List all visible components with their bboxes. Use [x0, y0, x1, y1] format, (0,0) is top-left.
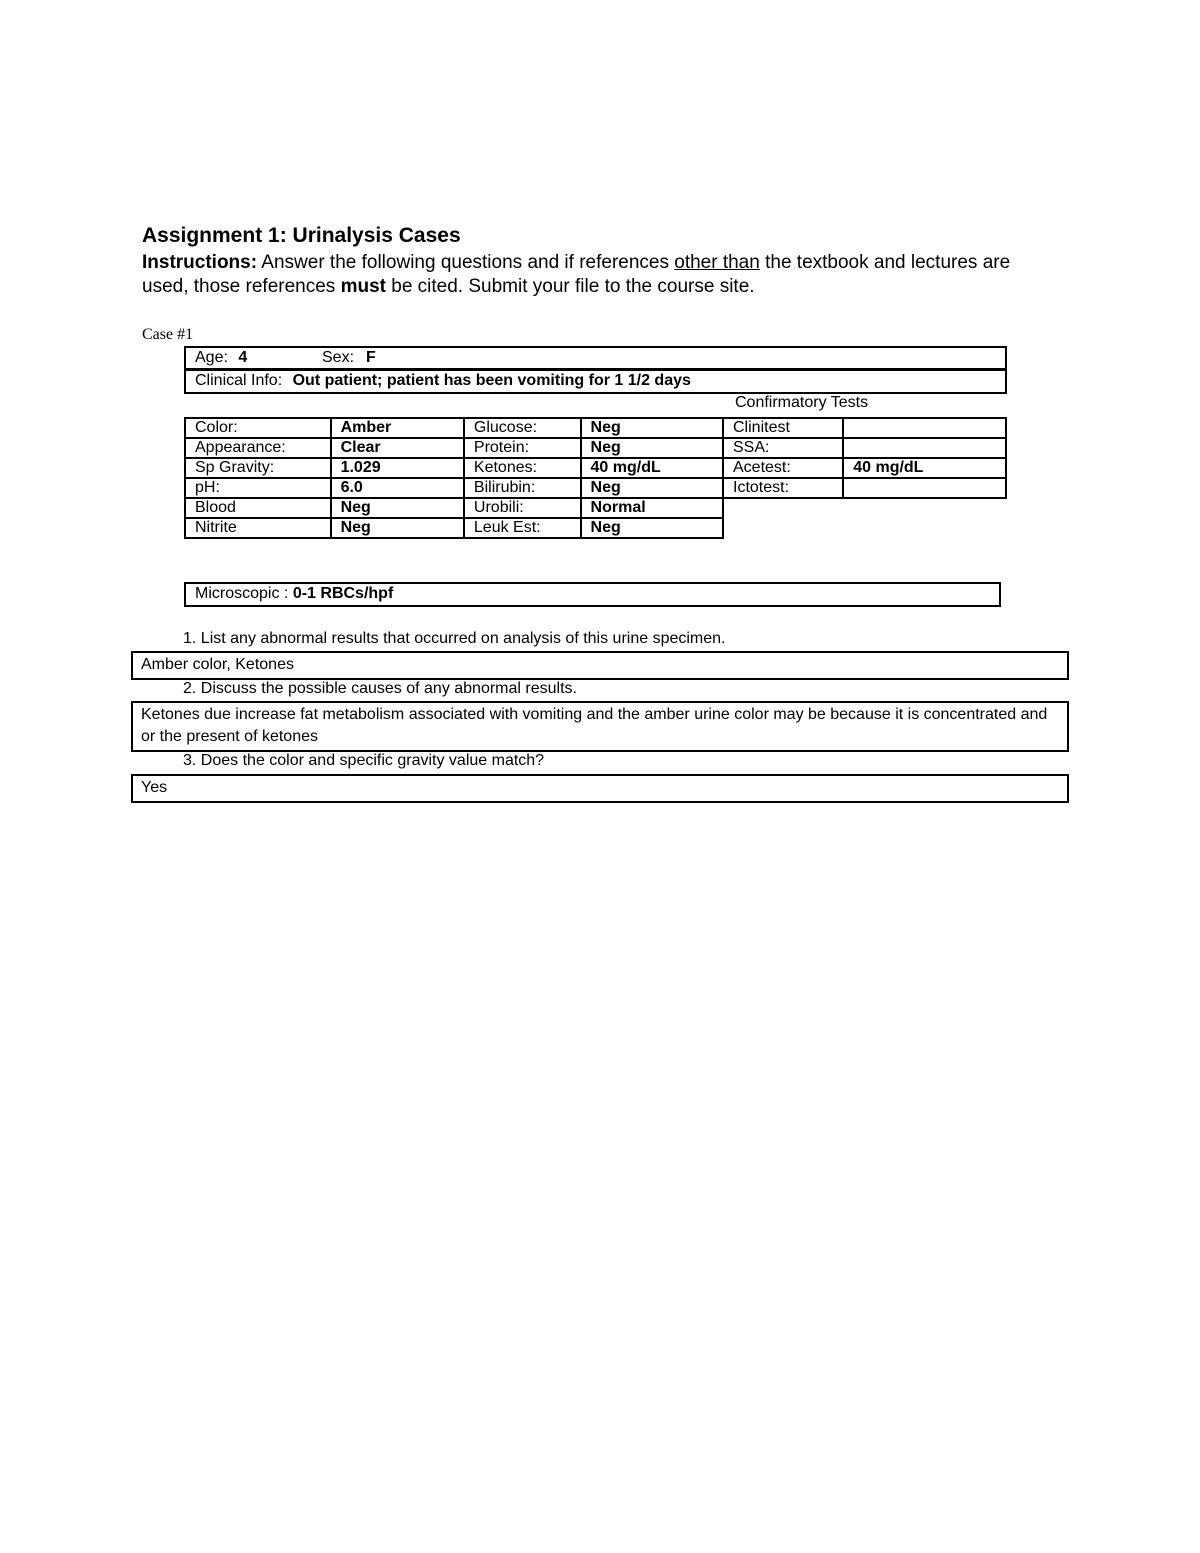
- results-label: pH:: [185, 478, 331, 498]
- clinical-info-box: [184, 369, 1007, 394]
- question-3-number: 3.: [183, 752, 197, 769]
- instructions: [142, 251, 1042, 299]
- instructions-text-2: the textbook and lectures are used, those references: [142, 252, 1011, 297]
- results-value: Clear: [331, 438, 464, 458]
- confirmatory-label: SSA:: [723, 438, 843, 458]
- results-label: Nitrite: [185, 518, 331, 538]
- age-label: Age:: [195, 349, 228, 366]
- results-row: [185, 498, 723, 518]
- results-label: Color:: [185, 418, 331, 438]
- question-3: [183, 752, 544, 770]
- question-2-text: Discuss the possible causes of any abnormal results.: [200, 680, 577, 697]
- answer-1-field[interactable]: Amber color, Ketones: [131, 651, 1069, 680]
- results-value: Normal: [581, 498, 723, 518]
- patient-demographics-box: [184, 346, 1007, 370]
- results-row: [185, 518, 723, 538]
- microscopic-label: Microscopic :: [195, 585, 289, 602]
- results-label: Glucose:: [464, 418, 581, 438]
- confirmatory-tests-header: Confirmatory Tests: [735, 394, 869, 411]
- instructions-must: must: [340, 276, 386, 297]
- sex-label: Sex:: [322, 349, 355, 366]
- clinical-info: [186, 371, 1005, 390]
- confirmatory-value: [843, 478, 1006, 498]
- results-label: Ketones:: [464, 458, 581, 478]
- confirmatory-label: Acetest:: [723, 458, 843, 478]
- answer-2-field[interactable]: Ketones due increase fat metabolism associated with vomiting and the amber urine color may be because it is concentrated and or the present of ketones: [131, 701, 1069, 752]
- confirmatory-label: Ictotest:: [723, 478, 843, 498]
- instructions-text-3: be cited. Submit your file to the course site.: [385, 276, 755, 297]
- results-value: Neg: [581, 518, 723, 538]
- clinical-info-label: Clinical Info:: [195, 372, 283, 389]
- results-label: Protein:: [464, 438, 581, 458]
- results-value: Neg: [581, 478, 723, 498]
- confirmatory-row: [723, 418, 1006, 438]
- question-3-text: Does the color and specific gravity value match?: [200, 752, 545, 769]
- results-value: Amber: [331, 418, 464, 438]
- assignment-title: Assignment 1: Urinalysis Cases: [142, 224, 461, 247]
- results-value: Neg: [331, 518, 464, 538]
- microscopic-box: [184, 582, 1001, 607]
- question-2-number: 2.: [183, 680, 197, 697]
- results-label: Urobili:: [464, 498, 581, 518]
- question-1-number: 1.: [183, 630, 197, 647]
- clinical-info-value: Out patient; patient has been vomiting for 1 1/2 days: [292, 372, 691, 389]
- confirmatory-row: [723, 478, 1006, 498]
- question-2: [183, 680, 577, 698]
- results-value: Neg: [581, 418, 723, 438]
- confirmatory-value: [843, 418, 1006, 438]
- results-value: Neg: [331, 498, 464, 518]
- microscopic-value: 0-1 RBCs/hpf: [292, 585, 394, 602]
- results-row: [185, 478, 723, 498]
- results-label: Sp Gravity:: [185, 458, 331, 478]
- answer-3-field[interactable]: Yes: [131, 774, 1069, 803]
- confirmatory-row: [723, 438, 1006, 458]
- results-value: 6.0: [331, 478, 464, 498]
- results-row: [185, 458, 723, 478]
- patient-demographics: [186, 348, 1005, 367]
- confirmatory-value: 40 mg/dL: [843, 458, 1006, 478]
- confirmatory-label: Clinitest: [723, 418, 843, 438]
- question-1: [183, 630, 726, 648]
- instructions-underlined: other than: [674, 252, 760, 273]
- results-label: Blood: [185, 498, 331, 518]
- instructions-text-1: Answer the following questions and if references: [257, 252, 675, 273]
- age-value: 4: [238, 349, 248, 366]
- confirmatory-row: [723, 458, 1006, 478]
- results-label: Leuk Est:: [464, 518, 581, 538]
- results-value: 1.029: [331, 458, 464, 478]
- results-value: Neg: [581, 438, 723, 458]
- urinalysis-results-table: [184, 417, 724, 539]
- confirmatory-tests-table: [722, 417, 1007, 499]
- sex-value: F: [366, 349, 376, 366]
- microscopic: [186, 584, 999, 603]
- results-row: [185, 418, 723, 438]
- results-label: Appearance:: [185, 438, 331, 458]
- results-label: Bilirubin:: [464, 478, 581, 498]
- confirmatory-value: [843, 438, 1006, 458]
- results-row: [185, 438, 723, 458]
- results-value: 40 mg/dL: [581, 458, 723, 478]
- instructions-label: Instructions:: [142, 252, 258, 273]
- case-label: Case #1: [142, 326, 194, 343]
- question-1-text: List any abnormal results that occurred on analysis of this urine specimen.: [200, 630, 726, 647]
